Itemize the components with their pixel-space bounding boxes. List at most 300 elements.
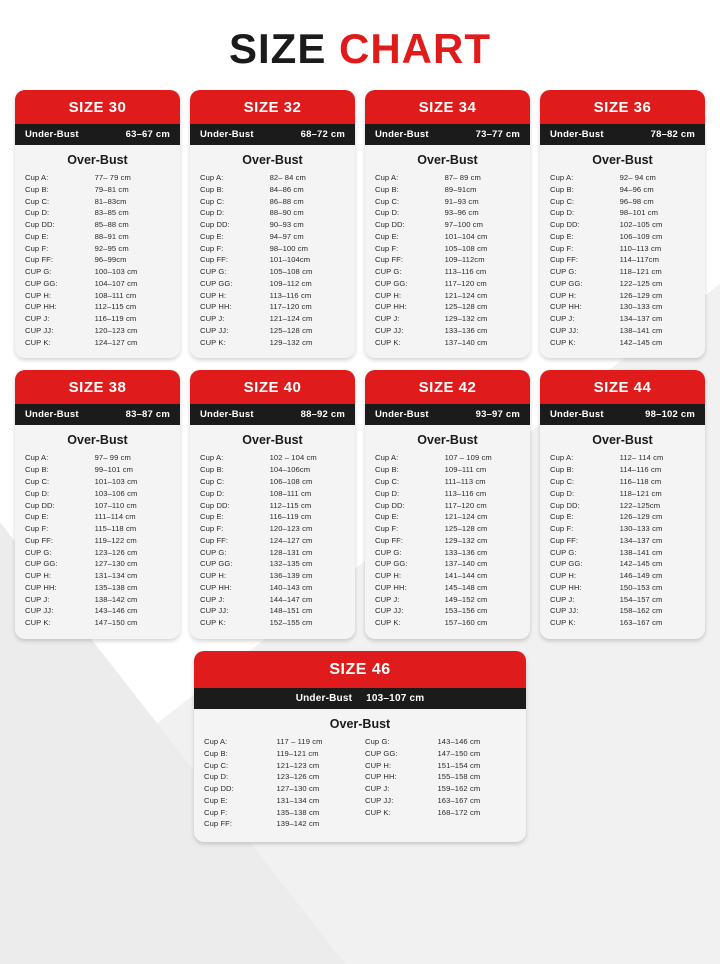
cup-list (190, 452, 355, 638)
cup-label: Cup D: (375, 208, 400, 218)
cup-label: CUP GG: (25, 559, 58, 569)
cup-list-columns (194, 736, 526, 842)
cup-row (204, 748, 355, 760)
cup-value: 141–144 cm (444, 571, 488, 581)
cup-label: Cup B: (200, 184, 224, 194)
cup-row (375, 570, 520, 582)
cup-value: 142–145 cm (619, 559, 663, 569)
under-bust-value: 83–87 cm (125, 409, 170, 421)
cup-value: 147–150 cm (437, 748, 481, 758)
cup-value: 144–147 cm (269, 594, 313, 604)
size-card-title: SIZE 34 (365, 90, 530, 124)
cup-row (200, 196, 345, 208)
cup-value: 92–95 cm (94, 243, 129, 253)
cup-label: Cup DD: (204, 784, 234, 794)
cup-row (550, 617, 695, 629)
cup-label: CUP K: (375, 337, 401, 347)
cup-label: Cup B: (375, 184, 399, 194)
cup-value: 125–128 cm (444, 524, 488, 534)
cup-row (204, 795, 355, 807)
cup-row (550, 523, 695, 535)
cup-value: 140–143 cm (269, 582, 313, 592)
cup-value: 84–86 cm (269, 184, 304, 194)
cup-row (375, 325, 520, 337)
cup-value: 92– 94 cm (619, 173, 656, 182)
cup-row (200, 290, 345, 302)
cup-value: 159–162 cm (437, 784, 481, 794)
cup-value: 121–123 cm (276, 760, 320, 770)
under-bust-label: Under-Bust (25, 129, 79, 140)
cup-label: Cup DD: (375, 220, 405, 230)
cup-label: Cup A: (25, 173, 49, 182)
cup-label: Cup E: (550, 231, 574, 241)
under-bust-row (190, 124, 355, 145)
size-card-title: SIZE 44 (540, 370, 705, 404)
under-bust-value: 73–77 cm (475, 129, 520, 140)
cup-row (375, 488, 520, 500)
cup-row (200, 570, 345, 582)
cup-value: 110–113 cm (619, 243, 662, 253)
size-card-title: SIZE 40 (190, 370, 355, 404)
cup-value: 112–115 cm (94, 302, 137, 312)
cup-label: Cup B: (550, 184, 574, 194)
size-card-title: SIZE 36 (540, 90, 705, 124)
under-bust-row (190, 404, 355, 425)
cup-label: Cup E: (25, 231, 49, 241)
cup-row (25, 337, 170, 349)
over-bust-label: Over-Bust (242, 433, 303, 448)
over-bust-label: Over-Bust (67, 433, 128, 448)
under-bust-value: 93–97 cm (475, 409, 520, 421)
cup-label: CUP H: (550, 290, 577, 300)
under-bust-value: 63–67 cm (125, 129, 170, 140)
cup-value: 96–99cm (94, 255, 127, 265)
cup-label: Cup E: (375, 512, 399, 522)
cup-row (25, 452, 170, 464)
cup-value: 150–153 cm (619, 582, 663, 592)
cup-row (204, 818, 355, 830)
cup-label: CUP HH: (375, 302, 407, 312)
cup-row (200, 219, 345, 231)
cup-label: Cup FF: (550, 535, 579, 545)
cup-value: 112– 114 cm (619, 453, 664, 463)
cup-row (375, 582, 520, 594)
cup-list (15, 172, 180, 358)
cup-value: 163–167 cm (619, 618, 663, 628)
size-card-title: SIZE 32 (190, 90, 355, 124)
size-card-row-1 (14, 90, 706, 358)
cup-row (550, 570, 695, 582)
cup-label: CUP G: (25, 547, 52, 557)
under-bust-label: Under-Bust (200, 129, 254, 140)
cup-row (200, 535, 345, 547)
cup-label: Cup B: (25, 465, 49, 475)
cup-value: 96–98 cm (619, 196, 654, 206)
cup-value: 126–129 cm (619, 512, 663, 522)
under-bust-label: Under-Bust (550, 129, 604, 140)
cup-row (375, 290, 520, 302)
cup-row (375, 511, 520, 523)
cup-label: Cup E: (375, 231, 399, 241)
cup-row (25, 219, 170, 231)
cup-label: CUP HH: (550, 582, 582, 592)
cup-label: Cup D: (204, 772, 229, 782)
cup-value: 107–110 cm (94, 500, 137, 510)
over-bust-label: Over-Bust (242, 153, 303, 167)
cup-row (375, 476, 520, 488)
cup-row (25, 488, 170, 500)
under-bust-row (540, 404, 705, 425)
cup-row (550, 254, 695, 266)
cup-value: 138–141 cm (619, 325, 663, 335)
cup-value: 137–140 cm (444, 559, 488, 569)
cup-value: 135–138 cm (276, 807, 320, 817)
cup-row (550, 464, 695, 476)
cup-row (25, 184, 170, 196)
cup-value: 134–137 cm (619, 314, 663, 324)
cup-value: 86–88 cm (269, 196, 304, 206)
cup-label: CUP GG: (550, 278, 583, 288)
cup-label: Cup C: (550, 477, 575, 487)
cup-label: Cup E: (550, 512, 574, 522)
cup-row (200, 547, 345, 559)
size-card[interactable] (190, 370, 355, 638)
cup-row (375, 243, 520, 255)
cup-value: 106–109 cm (619, 231, 663, 241)
cup-label: CUP J: (375, 314, 400, 324)
size-card-title: SIZE 38 (15, 370, 180, 404)
cup-row (200, 184, 345, 196)
cup-label: CUP K: (25, 337, 51, 347)
cup-label: CUP G: (375, 547, 402, 557)
cup-value: 143–146 cm (437, 736, 481, 746)
cup-value: 94–96 cm (619, 184, 654, 194)
cup-value: 118–121 cm (619, 488, 662, 498)
cup-value: 126–129 cm (619, 290, 663, 300)
cup-value: 88–91 cm (94, 231, 129, 241)
cup-label: Cup F: (200, 524, 224, 534)
cup-row (365, 771, 516, 783)
size-card[interactable] (15, 90, 180, 358)
cup-row (204, 783, 355, 795)
cup-label: CUP JJ: (25, 325, 54, 335)
cup-label: Cup G: (365, 736, 390, 746)
cup-row (550, 301, 695, 313)
cup-value: 130–133 cm (619, 524, 663, 534)
cup-row (200, 500, 345, 512)
cup-label: Cup DD: (200, 500, 230, 510)
under-bust-row (15, 124, 180, 145)
cup-label: CUP JJ: (365, 795, 394, 805)
cup-label: CUP G: (550, 267, 577, 277)
cup-label: Cup C: (204, 760, 229, 770)
cup-label: Cup DD: (550, 220, 580, 230)
cup-label: CUP H: (365, 760, 392, 770)
cup-label: Cup C: (200, 477, 225, 487)
cup-row (375, 547, 520, 559)
cup-label: Cup C: (200, 196, 225, 206)
cup-label: Cup A: (550, 453, 574, 463)
cup-row (550, 337, 695, 349)
cup-label: Cup FF: (550, 255, 579, 265)
cup-value: 143–146 cm (94, 606, 138, 616)
cup-list (15, 452, 180, 638)
under-bust-value: 103–107 cm (366, 692, 425, 704)
cup-value: 127–130 cm (276, 784, 320, 794)
cup-label: Cup FF: (375, 535, 404, 545)
cup-label: CUP G: (375, 267, 402, 277)
under-bust-value: 98–102 cm (645, 409, 695, 421)
cup-value: 125–128 cm (444, 302, 488, 312)
cup-value: 100–103 cm (94, 267, 138, 277)
cup-label: CUP H: (375, 290, 402, 300)
cup-list-right (365, 736, 516, 830)
cup-value: 109–111 cm (444, 465, 487, 475)
cup-row (375, 535, 520, 547)
cup-value: 91–93 cm (444, 196, 479, 206)
cup-value: 112–115 cm (269, 500, 312, 510)
cup-value: 88–90 cm (269, 208, 304, 218)
cup-label: Cup F: (550, 243, 574, 253)
cup-label: CUP K: (365, 807, 391, 817)
cup-label: Cup DD: (25, 500, 55, 510)
cup-label: Cup D: (200, 208, 225, 218)
size-card[interactable] (540, 90, 705, 358)
cup-row (25, 278, 170, 290)
cup-row (375, 452, 520, 464)
cup-value: 97– 99 cm (94, 453, 131, 463)
cup-label: Cup D: (550, 208, 575, 218)
cup-value: 106–108 cm (269, 477, 313, 487)
cup-value: 83–85 cm (94, 208, 129, 218)
cup-value: 116–119 cm (269, 512, 312, 522)
page-title-part2: CHART (339, 25, 491, 72)
cup-row (550, 196, 695, 208)
cup-label: Cup FF: (204, 819, 233, 829)
cup-row (200, 511, 345, 523)
cup-row (204, 736, 355, 748)
cup-value: 138–141 cm (619, 547, 663, 557)
cup-value: 85–88 cm (94, 220, 129, 230)
cup-label: CUP JJ: (200, 325, 229, 335)
cup-row (375, 278, 520, 290)
cup-value: 94–97 cm (269, 231, 304, 241)
cup-row (200, 464, 345, 476)
cup-label: CUP J: (550, 314, 575, 324)
under-bust-value: 88–92 cm (300, 409, 345, 421)
cup-value: 145–148 cm (444, 582, 488, 592)
cup-row (25, 313, 170, 325)
cup-label: Cup A: (200, 453, 224, 463)
cup-row (204, 760, 355, 772)
cup-label: CUP GG: (25, 278, 58, 288)
cup-row (375, 337, 520, 349)
cup-label: Cup FF: (200, 535, 229, 545)
cup-list-left (204, 736, 355, 830)
cup-label: Cup D: (25, 208, 50, 218)
cup-value: 135–138 cm (94, 582, 138, 592)
cup-row (550, 535, 695, 547)
cup-value: 152–155 cm (269, 618, 313, 628)
cup-value: 101–104cm (269, 255, 311, 265)
cup-value: 120–123 cm (269, 524, 313, 534)
size-card[interactable] (540, 370, 705, 638)
cup-label: Cup F: (375, 524, 399, 534)
cup-row (375, 594, 520, 606)
cup-row (25, 558, 170, 570)
cup-value: 102–105 cm (619, 220, 663, 230)
cup-label: CUP JJ: (25, 606, 54, 616)
cup-label: CUP JJ: (550, 606, 579, 616)
cup-label: Cup C: (375, 477, 400, 487)
cup-row (365, 736, 516, 748)
cup-row (200, 594, 345, 606)
cup-label: Cup A: (204, 736, 228, 746)
cup-row (550, 500, 695, 512)
cup-value: 158–162 cm (619, 606, 663, 616)
cup-label: Cup A: (25, 453, 49, 463)
cup-label: Cup DD: (25, 220, 55, 230)
cup-label: Cup A: (550, 173, 574, 182)
cup-value: 117–120 cm (444, 500, 487, 510)
cup-value: 154–157 cm (619, 594, 663, 604)
cup-label: Cup B: (550, 465, 574, 475)
cup-value: 115–118 cm (94, 524, 137, 534)
cup-label: CUP JJ: (550, 325, 579, 335)
cup-value: 90–93 cm (269, 220, 304, 230)
cup-row (200, 605, 345, 617)
size-card-row-3 (14, 651, 706, 842)
cup-value: 119–122 cm (94, 535, 137, 545)
cup-row (25, 500, 170, 512)
under-bust-row (540, 124, 705, 145)
cup-value: 148–151 cm (269, 606, 313, 616)
cup-value: 97–100 cm (444, 220, 484, 230)
cup-label: CUP HH: (365, 772, 397, 782)
cup-value: 82– 84 cm (269, 173, 306, 182)
cup-row (200, 488, 345, 500)
under-bust-row (15, 404, 180, 425)
cup-label: CUP HH: (200, 302, 232, 312)
cup-row (25, 254, 170, 266)
cup-row (550, 605, 695, 617)
cup-value: 116–119 cm (94, 314, 137, 324)
cup-label: Cup D: (375, 488, 400, 498)
cup-value: 114–117cm (619, 255, 660, 265)
cup-row (365, 783, 516, 795)
cup-value: 157–160 cm (444, 618, 488, 628)
cup-value: 133–136 cm (444, 325, 488, 335)
cup-row (375, 219, 520, 231)
cup-row (200, 301, 345, 313)
cup-value: 107 – 109 cm (444, 453, 492, 463)
cup-label: Cup FF: (375, 255, 404, 265)
cup-label: CUP H: (550, 571, 577, 581)
cup-row (550, 266, 695, 278)
cup-value: 121–124 cm (444, 290, 488, 300)
cup-value: 108–111 cm (94, 290, 137, 300)
size-card[interactable] (365, 370, 530, 638)
size-card[interactable] (15, 370, 180, 638)
cup-row (550, 452, 695, 464)
cup-value: 163–167 cm (437, 795, 481, 805)
cup-row (25, 523, 170, 535)
cup-label: Cup C: (550, 196, 575, 206)
cup-value: 87– 89 cm (444, 173, 481, 182)
cup-row (25, 301, 170, 313)
cup-label: CUP K: (200, 337, 226, 347)
cup-value: 117–120 cm (269, 302, 312, 312)
cup-label: CUP K: (25, 618, 51, 628)
cup-value: 138–142 cm (94, 594, 138, 604)
under-bust-row (365, 404, 530, 425)
cup-label: Cup E: (200, 231, 224, 241)
size-card-wide[interactable] (194, 651, 526, 842)
cup-row (200, 254, 345, 266)
cup-row (550, 184, 695, 196)
cup-row (365, 748, 516, 760)
cup-label: CUP H: (25, 571, 52, 581)
cup-list (190, 172, 355, 358)
cup-value: 129–132 cm (444, 535, 488, 545)
cup-label: Cup B: (25, 184, 49, 194)
size-card[interactable] (365, 90, 530, 358)
cup-label: Cup E: (204, 795, 228, 805)
page-title-part1: SIZE (228, 25, 327, 72)
cup-label: CUP H: (25, 290, 52, 300)
cup-row (375, 617, 520, 629)
cup-row (25, 266, 170, 278)
cup-row (200, 266, 345, 278)
cup-label: Cup F: (204, 807, 228, 817)
cup-row (550, 172, 695, 184)
size-card[interactable] (190, 90, 355, 358)
cup-value: 127–130 cm (94, 559, 138, 569)
cup-value: 98–100 cm (269, 243, 309, 253)
over-bust-label: Over-Bust (417, 153, 478, 167)
under-bust-value: 68–72 cm (300, 129, 345, 140)
cup-value: 114–116 cm (619, 465, 662, 475)
cup-row (550, 231, 695, 243)
cup-value: 124–127 cm (94, 337, 138, 347)
under-bust-label: Under-Bust (375, 409, 429, 421)
cup-value: 133–136 cm (444, 547, 488, 557)
cup-value: 121–124 cm (444, 512, 488, 522)
cup-label: CUP JJ: (375, 325, 404, 335)
cup-value: 101–104 cm (444, 231, 488, 241)
cup-value: 105–108 cm (444, 243, 488, 253)
under-bust-row (365, 124, 530, 145)
cup-row (365, 807, 516, 819)
cup-value: 116–118 cm (619, 477, 662, 487)
cup-row (200, 231, 345, 243)
cup-label: CUP J: (200, 314, 225, 324)
cup-value: 113–116 cm (269, 290, 312, 300)
cup-label: CUP JJ: (200, 606, 229, 616)
cup-label: CUP J: (200, 594, 225, 604)
cup-row (200, 617, 345, 629)
cup-value: 105–108 cm (269, 267, 313, 277)
cup-row (25, 231, 170, 243)
cup-label: Cup A: (375, 173, 399, 182)
cup-label: Cup A: (375, 453, 399, 463)
under-bust-row (194, 688, 526, 709)
cup-label: Cup FF: (25, 255, 54, 265)
cup-label: Cup D: (550, 488, 575, 498)
cup-value: 77– 79 cm (94, 173, 131, 182)
cup-value: 102 – 104 cm (269, 453, 317, 463)
cup-row (375, 254, 520, 266)
